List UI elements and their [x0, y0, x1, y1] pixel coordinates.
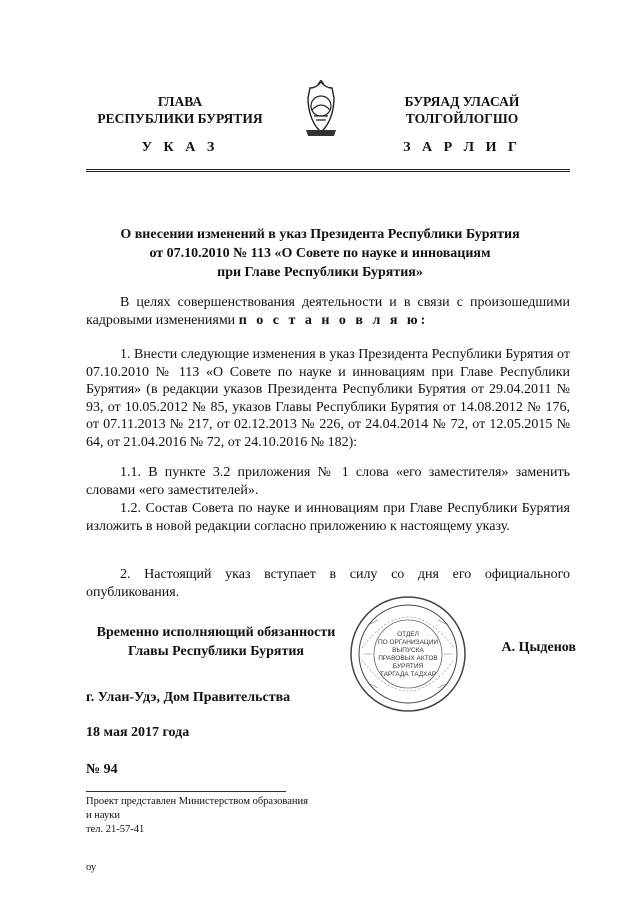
preamble-paragraph [86, 294, 570, 329]
decree-word: п о с т а н о в л я ю: [238, 312, 429, 328]
item-2-text: 2. Настоящий указ вступает в силу со дня его официального опубликования. [86, 567, 570, 600]
signing-place: г. Улан-Удэ, Дом Правительства [86, 690, 291, 705]
title-line3: при Главе Республики Бурятия» [217, 265, 423, 280]
item-1-1-paragraph [86, 464, 570, 499]
svg-text:БУРЯТИЯ: БУРЯТИЯ [392, 663, 424, 670]
header-right-title [372, 93, 552, 127]
decree-number: № 94 [86, 762, 118, 777]
item-1-2-paragraph [86, 500, 570, 535]
header-right-line2: ТОЛГОЙЛОГШО [405, 111, 519, 126]
signing-date: 18 мая 2017 года [86, 725, 190, 740]
item-1-1-text: 1.1. В пункте 3.2 приложения № 1 слова «его заместителя» заменить словами «его заместителей». [86, 465, 570, 498]
position-line1: Временно исполняющий обязанности [96, 625, 336, 640]
title-line2: от 07.10.2010 № 113 «О Совете по науке и инновациям [149, 246, 491, 261]
footnote-divider [86, 791, 286, 792]
footnote-block [86, 795, 386, 822]
header-left-line1: ГЛАВА [157, 94, 203, 109]
header-left-title [80, 93, 280, 127]
preamble-text: В целях совершенствования деятельности и в связи с произошедшими кадровыми изменениями [86, 295, 570, 328]
svg-text:ТАРГАДА ТАДХАР: ТАРГАДА ТАДХАР [379, 671, 437, 678]
signatory-name: А. Цыденов [501, 640, 576, 655]
decree-title [100, 225, 540, 282]
footnote-line1: Проект представлен Министерством образования [86, 796, 308, 807]
title-line1: О внесении изменений в указ Президента Республики Бурятия [120, 227, 520, 242]
doc-type-russian: У К А З [141, 140, 219, 155]
official-stamp-icon [348, 594, 468, 714]
item-1-paragraph [86, 346, 570, 451]
svg-text:ПРАВОВЫХ АКТОВ: ПРАВОВЫХ АКТОВ [378, 655, 438, 662]
svg-text:ПО ОРГАНИЗАЦИИ: ПО ОРГАНИЗАЦИИ [377, 639, 439, 646]
svg-text:ОТДЕЛ: ОТДЕЛ [397, 631, 419, 638]
footnote-code: оу [86, 862, 97, 873]
header-left-line2: РЕСПУБЛИКИ БУРЯТИЯ [97, 111, 263, 126]
footnote-line2: и науки [86, 809, 120, 821]
header-divider [86, 169, 570, 176]
item-1-2-text: 1.2. Состав Совета по науке и инновациям при Главе Республики Бурятия изложить в новой редакции согласно приложению к настоящему указу. [86, 501, 570, 534]
position-line2: Главы Республики Бурятия [127, 644, 304, 659]
item-2-paragraph [86, 566, 570, 601]
doc-type-buryat: З А Р Л И Г [403, 140, 521, 155]
footnote-phone: тел. 21-57-41 [86, 824, 145, 835]
header-right-line1: БУРЯАД УЛАСАЙ [404, 94, 520, 109]
svg-text:ВЫПУСКА: ВЫПУСКА [392, 647, 424, 654]
signatory-position [86, 623, 346, 661]
coat-of-arms-icon [298, 80, 344, 144]
item-1-text: 1. Внести следующие изменения в указ Президента Республики Бурятия от 07.10.2010 № 113 «О Совете по науке и инновациям при Главе Республики Бурятия» (в редакции указов Президента Республики Бурятия от 29.04.2011 № 93, от 10.05.2012 № 85, указов Главы Республики Бурятия от 14.08.2012 № 176, от 07.11.2013 № 217, от 02.12.2013 № 226, от 24.04.2014 № 72, от 12.05.2015 № 64, от 21.04.2016 № 72, от 24.10.2016 № 182): [86, 347, 570, 450]
